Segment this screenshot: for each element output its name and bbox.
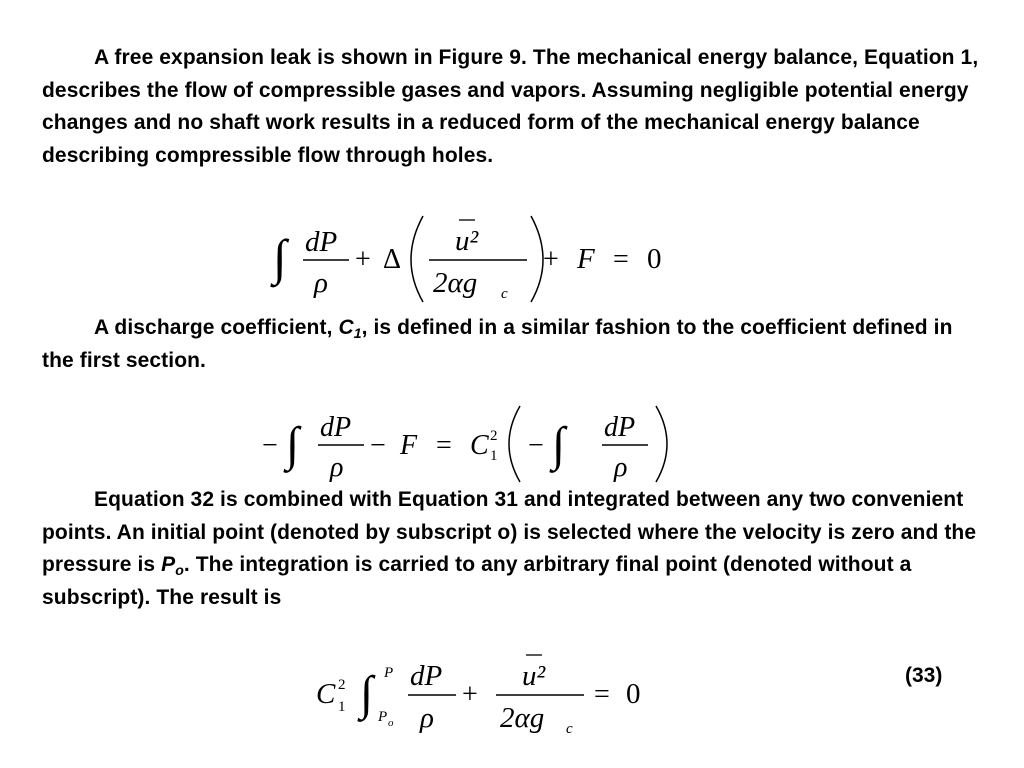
paragraph-discharge-after: , is defined in a similar fashion to the coefficient defined in the first section. <box>42 316 953 372</box>
paragraph-discharge-coefficient <box>42 312 982 377</box>
eq2-numerator-dp-1: dP <box>320 412 352 443</box>
eq2-integral-sign-2: ∫ <box>552 418 566 471</box>
eq2-subscript-1: 1 <box>490 448 498 464</box>
eq1-denominator-2agc: 2αg <box>433 267 478 299</box>
eq1-denominator-rho: ρ <box>314 267 328 299</box>
eq1-right-paren <box>531 216 543 302</box>
eq2-left-paren <box>509 406 520 482</box>
eq1-numerator-dp: dP <box>305 226 338 258</box>
eq3-zero: 0 <box>626 678 641 710</box>
eq1-zero: 0 <box>647 243 662 275</box>
discharge-coefficient-symbol: C <box>338 316 354 339</box>
paragraph-discharge-before: A discharge coefficient, <box>94 316 339 339</box>
discharge-coefficient-subscript: 1 <box>353 325 362 341</box>
eq3-subscript-1: 1 <box>338 699 346 715</box>
eq1-integral-sign: ∫ <box>273 229 287 285</box>
eq3-lower-limit-subscript-o: o <box>388 717 394 729</box>
initial-pressure-symbol: P <box>161 553 176 577</box>
eq2-minus-1: − <box>262 430 278 461</box>
eq3-equals: = <box>594 679 610 710</box>
eq1-left-paren <box>411 216 423 302</box>
eq2-minus-2: − <box>370 430 386 461</box>
equation-discharge-coefficient-definition <box>258 400 688 490</box>
eq3-lower-limit-p: P <box>378 709 388 725</box>
eq3-denominator-2agc: 2αg <box>500 702 545 734</box>
eq1-equals: = <box>613 244 629 275</box>
eq3-numerator-u2: u² <box>522 660 546 692</box>
eq3-subscript-c: c <box>566 721 573 737</box>
eq2-numerator-dp-2: dP <box>604 412 636 443</box>
paragraph-integration-after: . The integration is carried to any arbitrary final point (denoted without a subscript). The result is <box>42 553 912 609</box>
eq2-right-paren <box>656 406 667 482</box>
eq1-friction-f: F <box>577 243 595 275</box>
eq3-integral-sign: ∫ <box>360 667 374 720</box>
eq1-plus-2: + <box>543 244 559 275</box>
eq3-numerator-dp: dP <box>410 660 443 692</box>
eq3-denominator-rho: ρ <box>420 702 434 734</box>
eq1-delta: Δ <box>383 244 402 275</box>
initial-pressure-subscript: o <box>175 562 184 579</box>
eq3-upper-limit-p: P <box>384 665 394 681</box>
eq2-integral-sign-1: ∫ <box>286 418 300 471</box>
eq2-superscript-2: 2 <box>490 428 498 444</box>
eq3-superscript-2: 2 <box>338 677 346 693</box>
eq2-equals: = <box>436 430 452 461</box>
equation-mechanical-energy-balance <box>265 210 685 305</box>
eq1-subscript-c: c <box>501 286 508 302</box>
paragraph-intro-text: A free expansion leak is shown in Figure 9. The mechanical energy balance, Equation 1, describes the flow of compressible gases and vapors. Assuming negligible potential energy changes and no shaft work results in a reduced form of the mechanical energy balance describing compressible flow through holes. <box>42 46 979 167</box>
eq2-friction-f: F <box>400 430 418 461</box>
eq2-minus-3: − <box>528 430 544 461</box>
eq3-plus: + <box>462 679 478 710</box>
eq2-denominator-rho-2: ρ <box>614 452 628 483</box>
eq2-coefficient-c: C <box>470 430 489 461</box>
eq2-denominator-rho-1: ρ <box>330 452 344 483</box>
paragraph-integration-before: Equation 32 is combined with Equation 31 and integrated between any two convenient points. An initial point (denoted by subscript o) is selected where the velocity is zero and the pressure is <box>42 488 977 577</box>
eq3-coefficient-c: C <box>316 678 336 710</box>
equation-number-33: (33) <box>905 664 943 687</box>
equation-33-compressible-flow-result <box>312 645 662 740</box>
eq1-plus-1: + <box>355 244 371 275</box>
eq1-numerator-u2: u² <box>455 225 479 257</box>
paragraph-intro <box>42 42 982 172</box>
paragraph-integration <box>42 484 982 614</box>
